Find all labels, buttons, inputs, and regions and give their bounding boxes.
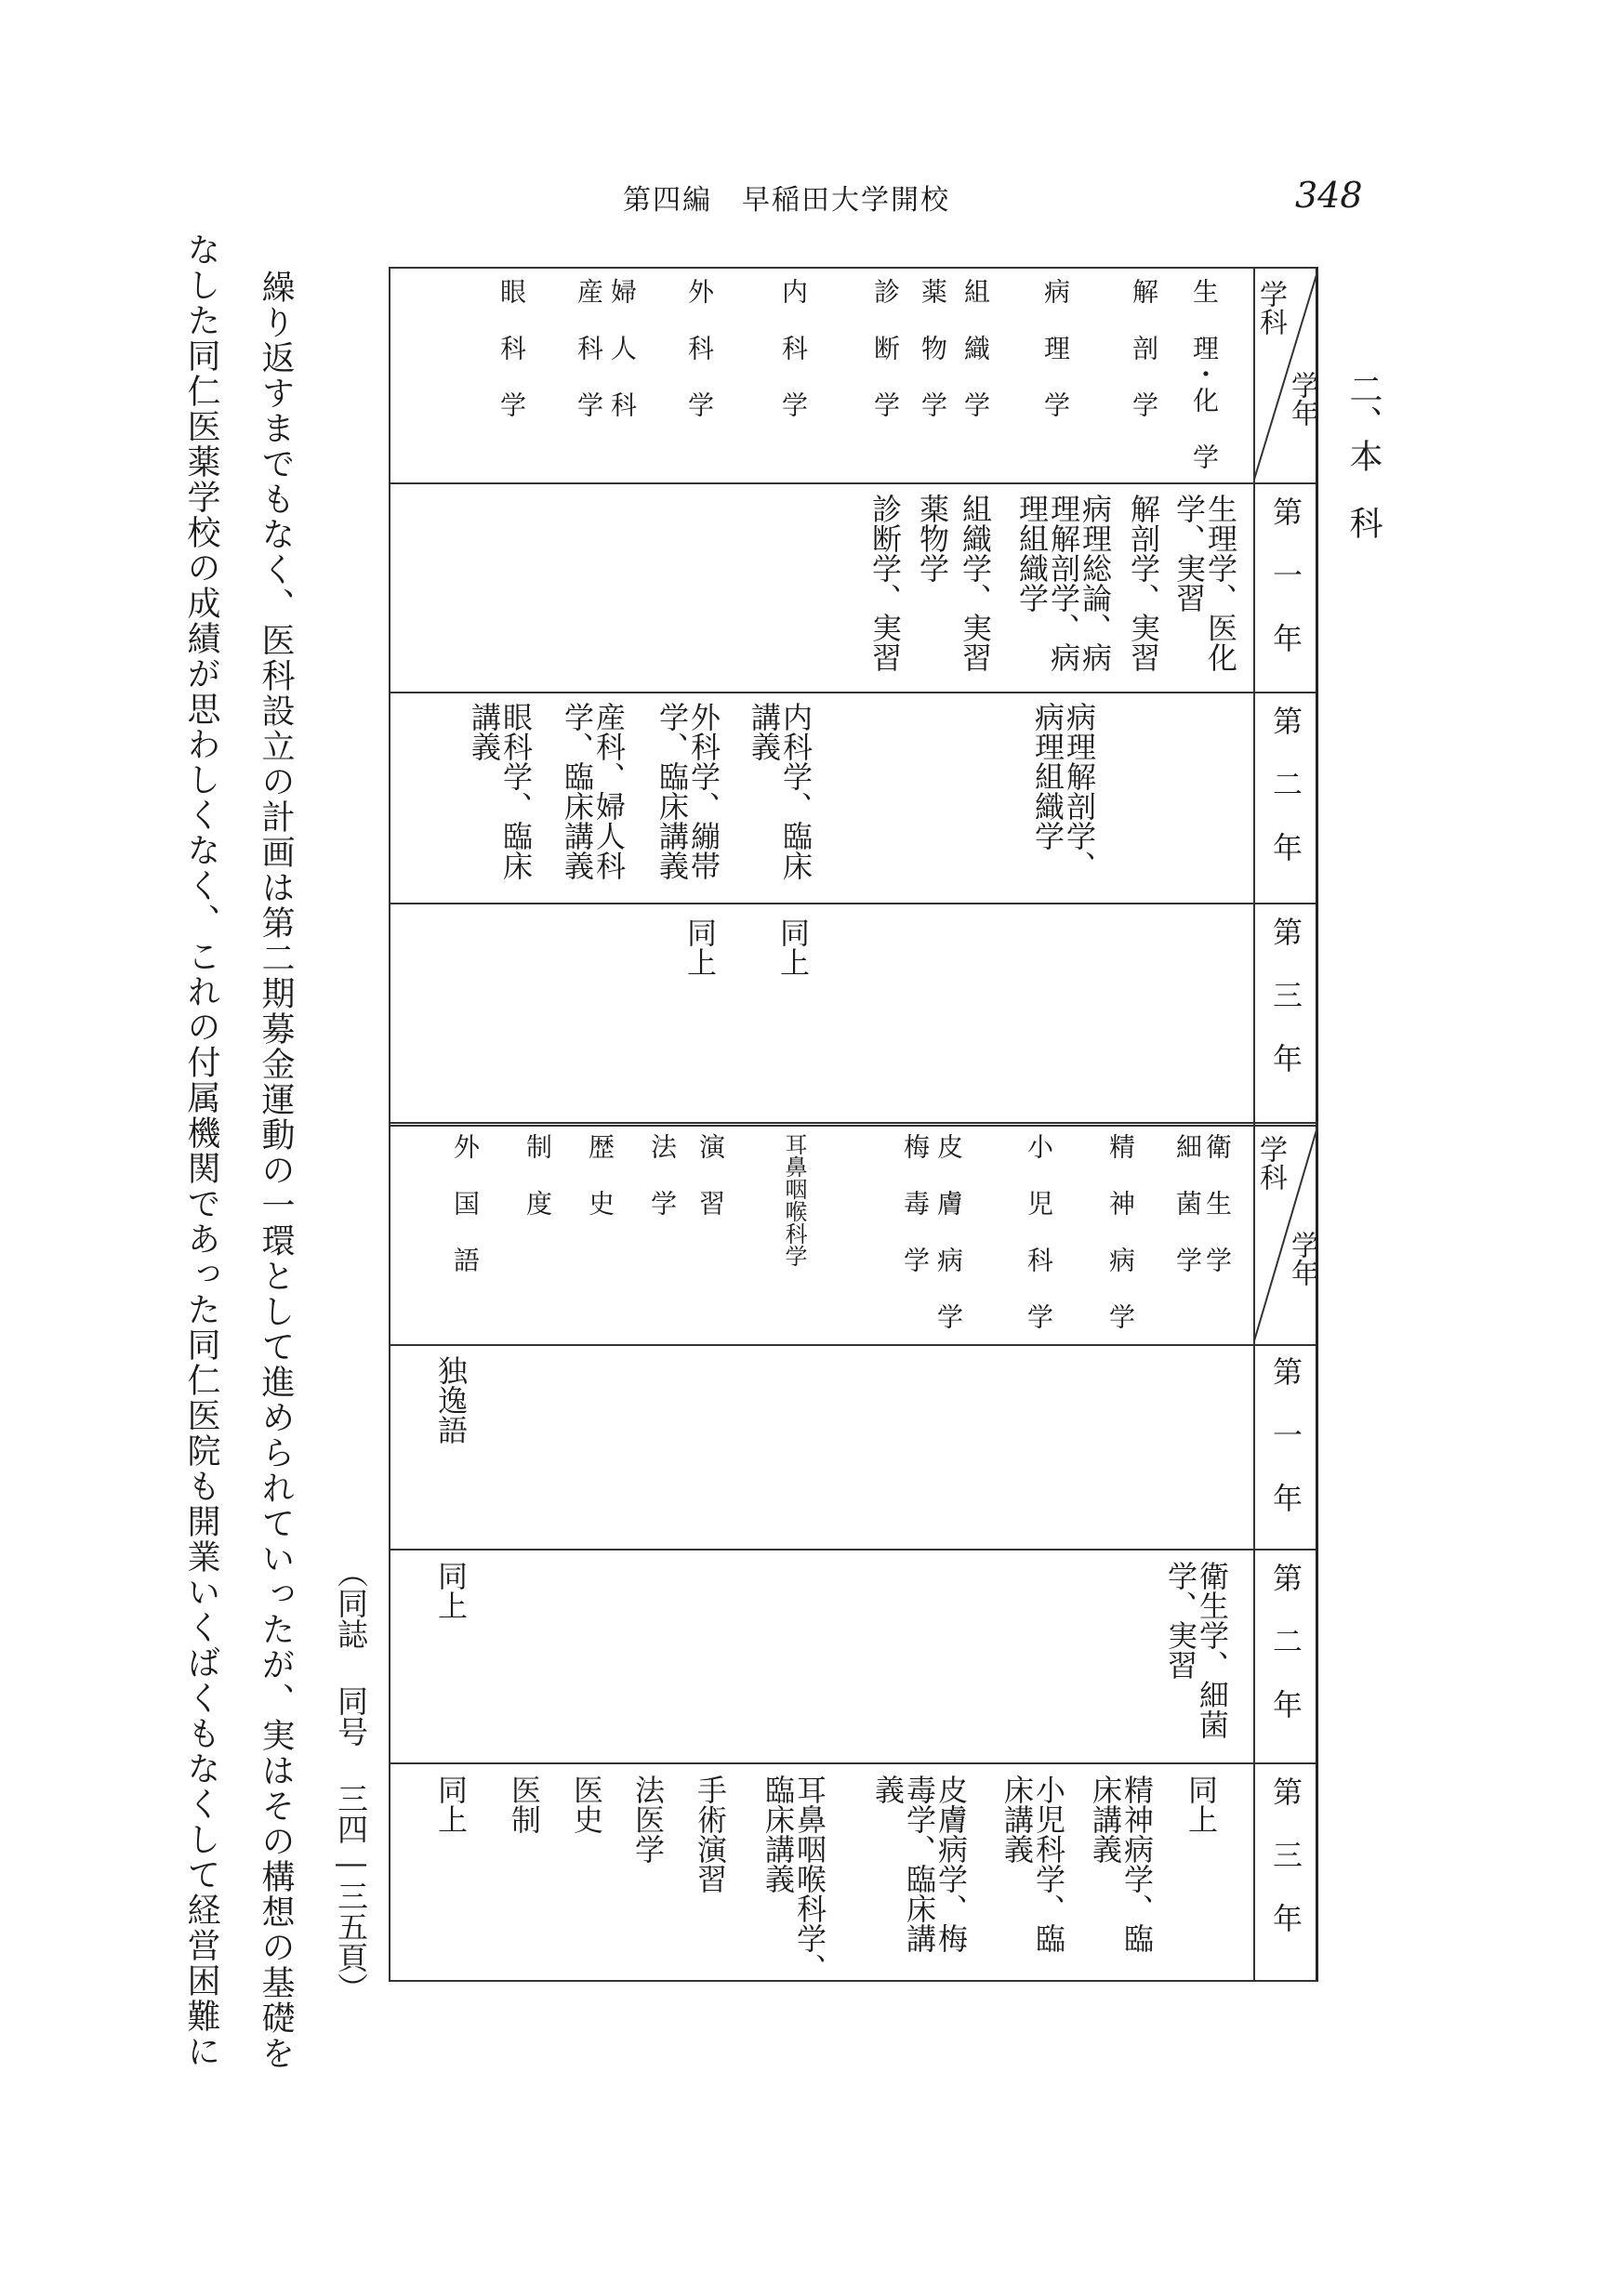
cell-y1-physiology: 生理学、医化 学、実習 [1171, 494, 1238, 672]
cell-y3-surgical-exercises: 手術演習 [693, 1775, 728, 1894]
row-divider [390, 1549, 1316, 1550]
row-divider [390, 903, 1316, 904]
running-head: 第四編 早稲田大学開校 [623, 184, 950, 217]
cell-y3-forensic-medicine: 法医学 [630, 1775, 666, 1864]
subject-dermatology: 皮 膚 病 学 [933, 1133, 964, 1329]
subject-surgery: 外 科 学 [684, 278, 715, 417]
subject-anatomy: 解 剖 学 [1129, 278, 1159, 417]
page-number: 348 [1295, 175, 1363, 216]
page-header [0, 0, 1614, 279]
subject-otorhinolaryngology: 耳鼻咽喉科学 [781, 1133, 807, 1267]
cell-y1-histology: 組織学、実習 [958, 494, 993, 672]
subject-obstetrics: 産 科 学 [574, 278, 604, 417]
year-label-1: 第一年 [1268, 1356, 1303, 1546]
cell-y3-medical-history: 医史 [569, 1775, 604, 1834]
subject-law: 法 学 [647, 1133, 678, 1216]
cell-y3-internal-medicine: 同上 [775, 917, 811, 977]
cell-y2-internal-medicine: 内科学、臨床 講義 [747, 702, 814, 880]
cell-y3-otorhinolaryngology: 耳鼻咽喉科学、 臨床講義 [761, 1775, 827, 1983]
table-corner [1253, 1124, 1318, 1344]
cell-y3-dermatology: 皮膚病学、梅 毒学、臨床講 義 [870, 1775, 969, 1953]
year-label-3: 第三年 [1268, 1776, 1303, 1966]
cell-y2-pathology: 病理解剖学、 病理組織学 [1030, 702, 1097, 880]
subject-system: 制 度 [523, 1133, 553, 1216]
cell-y2-surgery: 外科学、繃帯 学、臨床講義 [655, 702, 721, 880]
year-label-1: 第一年 [1268, 496, 1303, 686]
corner-year-label: 学年 [1286, 1231, 1318, 1287]
subject-physiology-chemistry: 生 理・化 学 [1189, 278, 1220, 469]
cell-y2-ophthalmology: 眼科学、臨床 講義 [467, 702, 534, 880]
section-title: 二、本 科 [1344, 372, 1382, 539]
subject-internal-medicine: 内 科 学 [778, 278, 809, 417]
cell-y3-foreign-language: 同上 [433, 1775, 469, 1834]
row-divider [390, 1344, 1316, 1346]
corner-subject-label: 学科 [1254, 280, 1287, 336]
subject-pediatrics: 小 児 科 学 [1024, 1133, 1054, 1329]
cell-y1-pathology: 病理総論、病 理解剖学、病 理組織学 [1014, 494, 1113, 672]
row-divider [390, 1762, 1316, 1764]
year-label-2: 第二年 [1268, 706, 1303, 895]
cell-y2-foreign-language: 同上 [433, 1561, 469, 1620]
subject-pathology: 病 理 学 [1040, 278, 1071, 417]
corner-subject-label: 学科 [1254, 1135, 1287, 1191]
cell-y3-hygiene: 同上 [1184, 1775, 1219, 1834]
subject-psychiatry: 精 神 病 学 [1105, 1133, 1136, 1329]
body-text-column-2: なした同仁医薬学校の成績が思わしくなく、これの付属機関であった同仁医院も開業いくばくもなくして経営困難に [182, 232, 220, 2069]
cell-y1-pharmacology: 薬物学 [915, 494, 950, 583]
subject-histology: 組 織 学 [960, 278, 991, 417]
subject-foreign-language: 外 国 語 [450, 1133, 481, 1273]
cell-y2-hygiene: 衛生学、細菌 学、実習 [1163, 1561, 1230, 1739]
subject-gynecology: 婦 人 科 [607, 278, 638, 417]
curriculum-table-1 [389, 267, 1318, 1127]
table-corner [1253, 269, 1318, 482]
row-divider [390, 692, 1316, 693]
cell-y1-foreign-language: 独逸語 [433, 1355, 469, 1445]
subject-history: 歴 史 [585, 1133, 615, 1216]
subject-ophthalmology: 眼 科 学 [496, 278, 527, 417]
curriculum-table-2 [389, 1122, 1318, 1982]
subject-diagnostics: 診 断 学 [870, 278, 901, 417]
cell-y1-diagnostics: 診断学、実習 [867, 494, 903, 672]
cell-y3-medical-system: 医制 [507, 1775, 542, 1834]
row-divider [390, 482, 1316, 484]
cell-y3-surgery: 同上 [682, 917, 718, 977]
citation: （同誌 同号 三四―三五頁） [333, 1557, 369, 2003]
cell-y1-anatomy: 解剖学、実習 [1126, 494, 1161, 672]
year-label-2: 第二年 [1268, 1563, 1303, 1752]
subject-syphilology: 梅 毒 学 [900, 1133, 931, 1273]
subject-hygiene: 衛 生 学 [1202, 1133, 1233, 1273]
subject-bacteriology: 細 菌 学 [1172, 1133, 1203, 1273]
subject-exercises: 演 習 [695, 1133, 726, 1216]
body-text-column-1: 繰り返すまでもなく、医科設立の計画は第二期募金運動の一環として進められていったが、実はその構想の基礎を [257, 270, 295, 2071]
cell-y2-obstetrics-gynecology: 産科、婦人科 学、臨床講義 [560, 702, 627, 880]
year-label-3: 第三年 [1268, 917, 1303, 1106]
subject-pharmacology: 薬 物 学 [918, 278, 948, 417]
cell-y3-pediatrics: 小児科学、臨 床講義 [999, 1775, 1066, 1953]
cell-y3-psychiatry: 精神病学、臨 床講義 [1088, 1775, 1155, 1953]
corner-year-label: 学年 [1286, 371, 1318, 427]
